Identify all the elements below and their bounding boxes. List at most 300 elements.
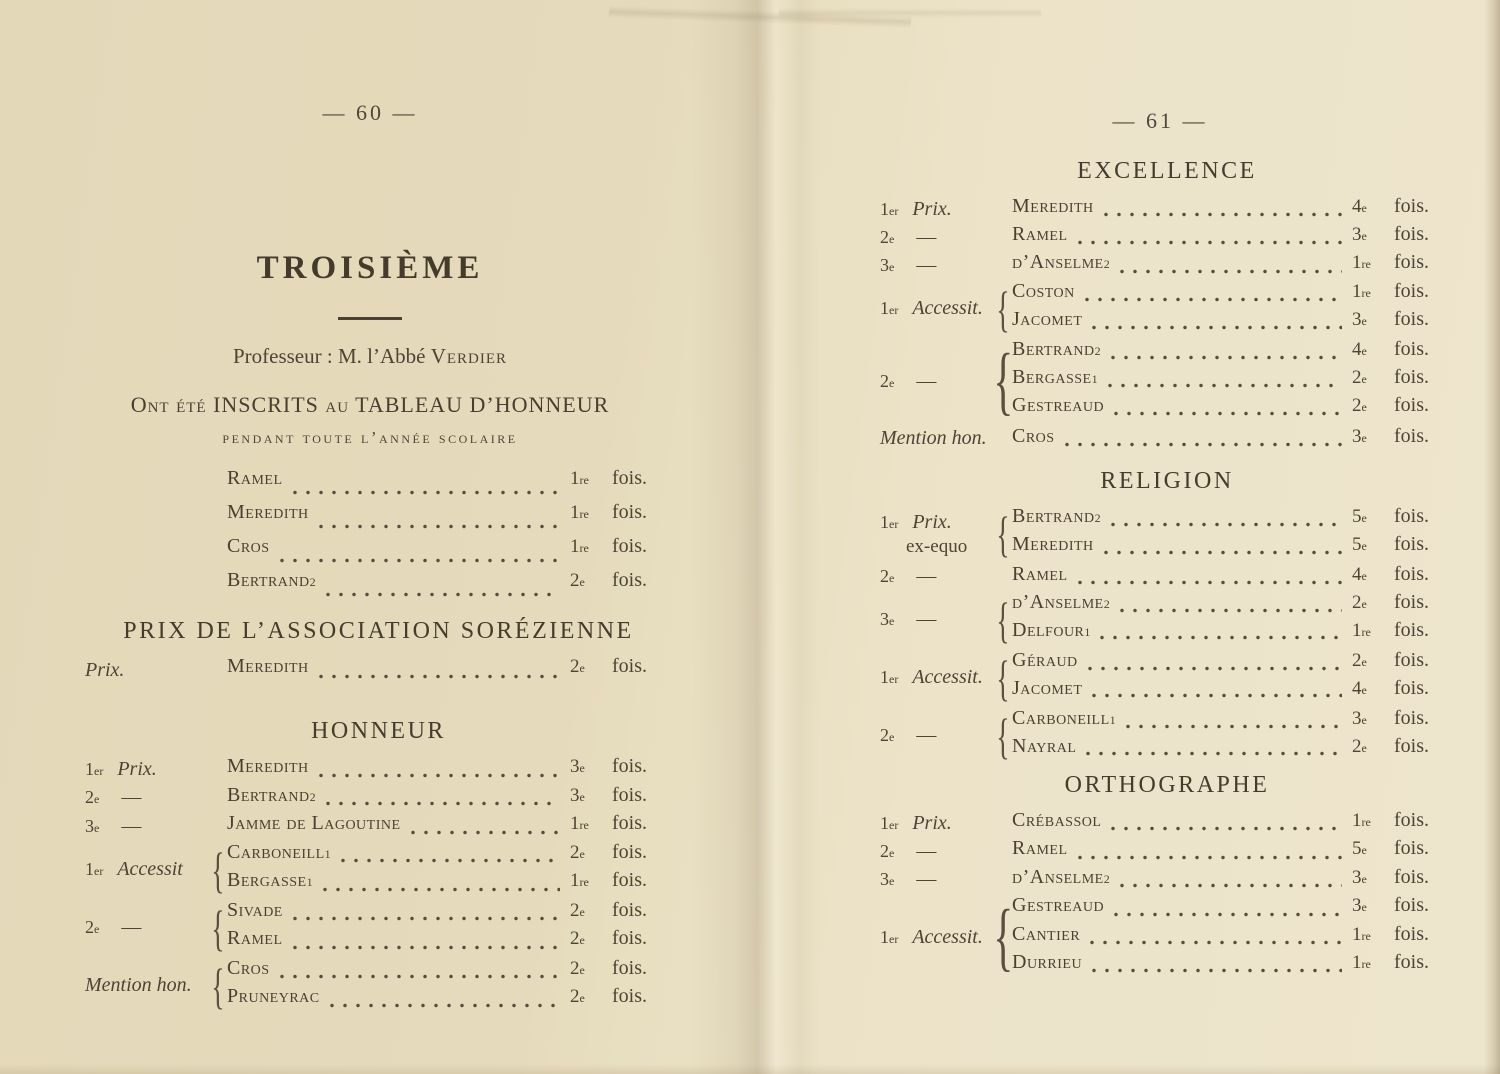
rank-label-line: 3 e —: [880, 868, 937, 891]
rank-label-line: 2 e —: [85, 786, 142, 809]
prize-row: d’Anselme 2 1 re fois.: [1012, 251, 1454, 279]
rank-number: 1: [880, 198, 889, 219]
times-ordinal: 1 re: [1352, 810, 1371, 831]
times-word: fois.: [612, 812, 647, 834]
ordinal-number: 1: [1352, 252, 1362, 274]
group-rows: [1012, 223, 1454, 251]
prize-row: [1012, 563, 1454, 591]
times-word: fois.: [1394, 424, 1429, 447]
dot-leader: [1092, 693, 1342, 698]
times-word: fois.: [1394, 223, 1429, 246]
group-rows: [1012, 563, 1454, 591]
recipient-name: Gestreaud: [1012, 393, 1105, 416]
group-rows: [1012, 894, 1454, 981]
honor-list-entry: [85, 569, 672, 603]
rank-text: —: [916, 565, 937, 588]
rank-label: [880, 866, 994, 894]
group-brace: [209, 569, 227, 603]
prize-row: [1012, 951, 1454, 979]
group-rows: [1012, 251, 1454, 279]
prize-group: [880, 505, 1454, 563]
brace-glyph: {: [996, 649, 1010, 706]
rank-text: —: [916, 253, 937, 276]
rank-label: [85, 755, 209, 784]
prize-group: [880, 251, 1454, 279]
brace-glyph: {: [211, 957, 225, 1014]
prize-row: [1012, 280, 1454, 308]
page-number: — 61 —: [1112, 108, 1208, 133]
rank-label-line: 2 e —: [880, 724, 937, 747]
section-title: HONNEUR: [311, 718, 446, 744]
rank-label: [880, 338, 994, 425]
recipient-name: Delfour: [1012, 618, 1085, 641]
times-word: fois.: [1394, 365, 1429, 388]
prize-group: [880, 338, 1454, 425]
times-ordinal: 2 e: [570, 957, 585, 979]
ordinal-number: 2: [570, 957, 580, 979]
dot-leader: [1114, 411, 1342, 416]
rank-text: Accessit: [117, 858, 183, 880]
recipient-name: Pruneyrac: [227, 985, 320, 1007]
times-word: fois.: [1394, 648, 1429, 671]
times-ordinal: 2 e: [570, 986, 585, 1007]
dot-leader: [1065, 442, 1342, 447]
group-rows: [227, 755, 672, 784]
brace-glyph: {: [996, 591, 1010, 648]
honor-list-entry: [85, 467, 672, 501]
times-word: fois.: [612, 501, 647, 523]
recipient-name: Ramel: [227, 467, 283, 489]
times-ordinal: 2 e: [570, 841, 585, 863]
group-brace: [209, 841, 227, 899]
dot-leader: [1120, 883, 1342, 888]
dot-leader: [1111, 522, 1342, 527]
prize-group: [880, 649, 1454, 707]
page-title: TROISIÈME: [256, 250, 484, 286]
times-word: fois.: [612, 535, 647, 557]
group-rows: [1012, 591, 1454, 649]
times-ordinal: 1 re: [570, 870, 589, 891]
prize-row: [227, 501, 672, 535]
times-ordinal: 2 e: [570, 570, 585, 591]
times-word: fois.: [1394, 337, 1429, 360]
rank-label: [85, 841, 209, 899]
times-word: fois.: [1394, 505, 1429, 527]
times-word: fois.: [1394, 251, 1429, 274]
times-word: fois.: [612, 840, 647, 863]
prize-row: [227, 985, 672, 1014]
recipient-name: Ramel: [1012, 223, 1068, 246]
group-brace: [994, 894, 1012, 981]
rank-number: 1: [880, 812, 889, 833]
page-60: [60, 0, 680, 1074]
ordinal-number: 2: [1352, 649, 1362, 671]
times-ordinal: 3 e: [1352, 895, 1367, 917]
tableau-heading: Ont été INSCRITS au TABLEAU D’HONNEUR: [130, 392, 610, 417]
group-brace: [209, 655, 227, 685]
ordinal-number: 1: [1352, 810, 1362, 831]
page-number: — 60 —: [322, 100, 418, 125]
rank-label: [85, 899, 209, 957]
dot-leader: [1078, 855, 1342, 860]
rank-number: 3: [880, 869, 889, 890]
prize-row: Bergasse 1 1 re fois.: [227, 869, 672, 898]
times-word: fois.: [1394, 865, 1429, 888]
prize-row: [1012, 195, 1454, 223]
group-rows: [227, 535, 672, 569]
ordinal-number: 4: [1352, 196, 1362, 217]
times-ordinal: 2 e: [570, 656, 585, 677]
recipient-name: Cantier: [1012, 922, 1081, 945]
prize-row: [1012, 923, 1454, 951]
group-rows: [227, 501, 672, 535]
times-word: fois.: [1394, 809, 1429, 831]
recipient-name: Cros: [227, 535, 270, 557]
rank-number: 1: [880, 298, 889, 319]
ordinal-number: 1: [1352, 951, 1362, 973]
rank-label: [880, 707, 994, 765]
rank-text: —: [121, 814, 142, 837]
rank-text: Accessit.: [912, 297, 983, 320]
center-fold-shadow: [690, 0, 820, 1074]
tableau-honor-list: [60, 467, 680, 603]
dot-leader: [293, 945, 560, 950]
ordinal-number: 3: [570, 756, 580, 777]
professor-line: [60, 344, 680, 369]
prize-row: d’Anselme 2 2 e fois.: [1012, 591, 1454, 619]
prize-row: [227, 655, 672, 685]
prize-group: [85, 784, 672, 813]
prize-group: [880, 280, 1454, 338]
page-edge-shadow: [1484, 0, 1500, 1074]
ordinal-number: 5: [1352, 838, 1362, 860]
dot-leader: [326, 592, 560, 597]
brace-glyph: {: [996, 707, 1010, 764]
rank-label-line: 1 er Accessit.: [880, 297, 983, 320]
rank-text: —: [121, 916, 142, 938]
dot-leader: [1092, 968, 1342, 973]
rank-text: —: [121, 786, 142, 809]
times-ordinal: 1 re: [570, 502, 589, 523]
times-word: fois.: [612, 467, 647, 489]
rank-number: 3: [880, 254, 889, 275]
times-word: fois.: [612, 956, 647, 979]
section-religion: [860, 468, 1460, 765]
brace-glyph: {: [992, 338, 1014, 423]
prize-row: Delfour 1 1 re fois.: [1012, 619, 1454, 647]
dot-leader: [1120, 269, 1342, 274]
rank-text: Accessit.: [912, 926, 983, 949]
dot-leader: [293, 490, 560, 495]
times-word: fois.: [1394, 618, 1429, 641]
professor-name: Verdier: [430, 344, 508, 368]
prize-group: [880, 707, 1454, 765]
prize-group: [880, 837, 1454, 865]
rank-text: Prix.: [85, 658, 125, 681]
prize-row: [1012, 894, 1454, 922]
recipient-name: Sivade: [227, 898, 283, 921]
prize-row: [1012, 677, 1454, 705]
rank-text: Prix.: [117, 757, 157, 780]
rank-label-line: [85, 974, 209, 997]
ordinal-number: 3: [570, 784, 580, 806]
group-rows: [1012, 809, 1454, 837]
group-rows: [227, 841, 672, 899]
rank-text: —: [916, 724, 937, 747]
times-word: fois.: [1394, 307, 1429, 330]
ordinal-number: 1: [1352, 619, 1362, 641]
prize-row: [227, 927, 672, 956]
times-word: fois.: [1394, 195, 1429, 217]
recipient-name: Meredith: [227, 655, 309, 677]
dot-leader: [330, 1003, 560, 1008]
times-ordinal: 2 e: [1352, 366, 1367, 388]
section-honneur: [60, 718, 680, 1015]
times-ordinal: 1 re: [1352, 252, 1371, 274]
dot-leader: [1120, 608, 1342, 613]
group-brace: [209, 784, 227, 813]
dot-leader: [326, 801, 560, 806]
prize-row: [227, 957, 672, 986]
times-ordinal: 1 re: [1352, 951, 1371, 973]
dot-leader: [1086, 751, 1342, 756]
section-prix-association: [60, 618, 680, 685]
rank-label-line: 1 er Prix.: [880, 811, 952, 834]
dot-leader: [323, 887, 560, 892]
times-word: fois.: [1394, 393, 1429, 416]
group-rows: [1012, 280, 1454, 338]
dot-leader: [1088, 666, 1342, 671]
ordinal-number: 1: [570, 502, 580, 523]
recipient-name: Nayral: [1012, 734, 1077, 757]
ordinal-number: 5: [1352, 506, 1362, 527]
recipient-name: Crébassol: [1012, 809, 1102, 831]
rank-number: 1: [85, 758, 94, 779]
rank-label-line: 2 e —: [85, 916, 142, 938]
times-ordinal: 4 e: [1352, 338, 1367, 360]
recipient-name: Cros: [1012, 424, 1055, 447]
rank-text: Mention hon.: [880, 427, 987, 450]
dot-leader: [1078, 240, 1342, 245]
times-ordinal: 2 e: [570, 899, 585, 921]
group-brace: [209, 755, 227, 784]
times-word: fois.: [612, 985, 647, 1007]
dot-leader: [319, 773, 560, 778]
group-brace: [994, 866, 1012, 894]
times-ordinal: 1 re: [1352, 923, 1371, 945]
ordinal-number: 1: [570, 813, 580, 834]
dot-leader: [1108, 383, 1342, 388]
rank-label-line: 2 e —: [880, 565, 937, 588]
rank-text: —: [916, 225, 937, 248]
ordinal-number: 3: [1352, 866, 1362, 888]
rank-label-line: 1 er Prix.: [880, 510, 952, 533]
dot-leader: [319, 524, 560, 529]
recipient-name: Géraud: [1012, 648, 1078, 671]
rank-label: [880, 251, 994, 279]
ordinal-number: 1: [570, 536, 580, 557]
group-brace: [994, 195, 1012, 223]
recipient-name: Bergasse: [227, 869, 307, 891]
rank-label: [880, 894, 994, 981]
ordinal-number: 1: [570, 468, 580, 489]
times-word: fois.: [612, 569, 647, 591]
rank-text: Prix.: [912, 510, 952, 533]
rank-label: [85, 655, 209, 685]
prize-row: [1012, 394, 1454, 422]
recipient-name: Ramel: [1012, 837, 1068, 860]
recipient-name: Coston: [1012, 279, 1075, 302]
times-word: fois.: [1394, 590, 1429, 613]
prize-row: Bertrand 2 3 e fois.: [227, 784, 672, 813]
ordinal-number: 3: [1352, 707, 1362, 729]
times-word: fois.: [612, 783, 647, 806]
rank-label: [85, 957, 209, 1015]
times-word: fois.: [612, 755, 647, 777]
ordinal-number: 1: [1352, 280, 1362, 302]
rank-number: 2: [85, 787, 94, 808]
group-rows: [227, 812, 672, 841]
recipient-name: d’Anselme: [1012, 590, 1104, 613]
rank-number: 3: [85, 815, 94, 836]
times-ordinal: 2 e: [1352, 394, 1367, 416]
ordinal-number: 3: [1352, 308, 1362, 330]
group-rows: [227, 899, 672, 957]
rank-label-line: 1 er Accessit.: [880, 926, 983, 949]
prize-group: [880, 894, 1454, 981]
rank-label: [880, 591, 994, 649]
section-title: ORTHOGRAPHE: [1064, 772, 1270, 798]
ordinal-number: 5: [1352, 533, 1362, 555]
times-ordinal: 1 re: [570, 813, 589, 834]
times-ordinal: 2 e: [570, 928, 585, 949]
recipient-name: Bertrand: [1012, 505, 1095, 527]
group-brace: [994, 338, 1012, 425]
page-61: [860, 0, 1460, 1074]
prize-row: [1012, 425, 1454, 453]
dot-leader: [341, 858, 560, 863]
group-brace: [209, 957, 227, 1015]
prize-row: [1012, 533, 1454, 561]
group-rows: [227, 784, 672, 813]
group-rows: [227, 569, 672, 603]
ordinal-number: 2: [570, 986, 580, 1007]
recipient-name: Meredith: [1012, 195, 1094, 217]
rank-label: [85, 784, 209, 813]
group-rows: [227, 957, 672, 1015]
group-brace: [994, 707, 1012, 765]
prize-group: [880, 195, 1454, 223]
rank-number: 2: [880, 566, 889, 587]
rank-number: 2: [880, 841, 889, 862]
rank-text: —: [916, 369, 937, 392]
prize-group: [85, 957, 672, 1015]
times-ordinal: 1 re: [1352, 619, 1371, 641]
dot-leader: [1111, 355, 1342, 360]
ordinal-number: 3: [1352, 224, 1362, 246]
times-ordinal: 3 e: [570, 756, 585, 777]
group-brace: [209, 535, 227, 569]
recipient-name: Durrieu: [1012, 950, 1083, 973]
ordinal-number: 2: [1352, 735, 1362, 757]
group-brace: [994, 649, 1012, 707]
times-ordinal: 2 e: [1352, 591, 1367, 613]
times-word: fois.: [1394, 950, 1429, 973]
prize-row: [227, 899, 672, 928]
times-word: fois.: [1394, 734, 1429, 757]
rank-label: [880, 195, 994, 223]
prize-row: [1012, 308, 1454, 336]
prize-group: [85, 841, 672, 899]
prize-group: [880, 591, 1454, 649]
recipient-name: Meredith: [227, 755, 309, 777]
prize-row: [227, 535, 672, 569]
times-ordinal: 5 e: [1352, 506, 1367, 527]
brace-glyph: {: [211, 841, 225, 898]
dot-leader: [293, 916, 560, 921]
group-rows: [227, 655, 672, 685]
rank-text-secondary: ex-equo: [906, 535, 968, 557]
prize-group: [85, 899, 672, 957]
section-orthographe: [860, 772, 1460, 981]
rank-number: 1: [880, 927, 889, 948]
group-brace: [994, 223, 1012, 251]
prize-group: [880, 866, 1454, 894]
times-word: fois.: [1394, 894, 1429, 917]
group-brace: [209, 467, 227, 501]
honor-list-entry: [85, 501, 672, 535]
prize-row: [1012, 837, 1454, 865]
rank-number: 2: [880, 226, 889, 247]
times-ordinal: 3 e: [1352, 425, 1367, 447]
ordinal-number: 3: [1352, 425, 1362, 447]
group-rows: [1012, 837, 1454, 865]
group-rows: [1012, 505, 1454, 563]
recipient-name: Bertrand: [227, 569, 310, 591]
ordinal-number: 2: [1352, 394, 1362, 416]
times-word: fois.: [1394, 563, 1429, 585]
rank-label-spacer: [85, 501, 209, 535]
professor-prefix: Professeur : M. l’Abbé: [232, 344, 431, 368]
times-ordinal: 4 e: [1352, 564, 1367, 585]
rank-label: [880, 505, 994, 563]
rank-label: [85, 812, 209, 841]
prize-group: [85, 755, 672, 784]
rank-label-line: [85, 659, 209, 682]
dot-leader: [319, 674, 560, 679]
dot-leader: [1126, 724, 1342, 729]
dot-leader: [1092, 325, 1342, 330]
section-title: RELIGION: [1100, 468, 1234, 494]
rank-label-line: 1 er Prix.: [880, 197, 952, 220]
rank-label-line: [880, 427, 994, 450]
group-brace: [994, 251, 1012, 279]
rank-number: 3: [880, 609, 889, 630]
prize-row: [227, 812, 672, 841]
group-rows: [1012, 649, 1454, 707]
group-rows: [1012, 195, 1454, 223]
rank-label-spacer: [85, 569, 209, 603]
recipient-name: Carboneill: [227, 840, 325, 863]
times-ordinal: 3 e: [1352, 224, 1367, 246]
dot-leader: [411, 830, 560, 835]
recipient-name: Gestreaud: [1012, 894, 1105, 917]
title-rule: [338, 317, 402, 320]
times-word: fois.: [1394, 279, 1429, 302]
recipient-name: Ramel: [1012, 563, 1068, 585]
times-word: fois.: [612, 869, 647, 891]
times-word: fois.: [612, 655, 647, 677]
